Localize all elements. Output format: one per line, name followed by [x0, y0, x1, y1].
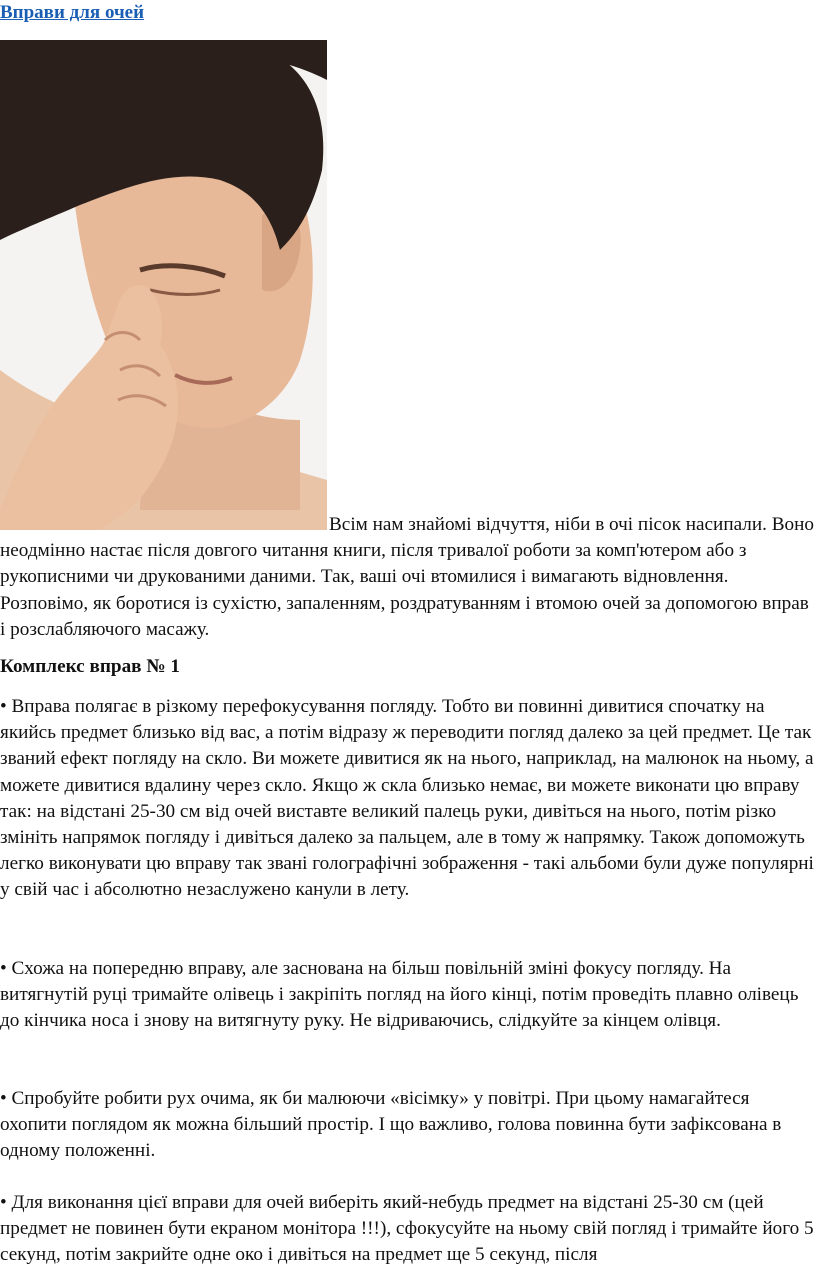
section-heading: Комплекс вправ № 1: [0, 656, 180, 677]
intro-text: Всім нам знайомі відчуття, ніби в очі пісок насипали. Воно неодмінно настає після довгого читання книги, після тривалої роботи за комп'ютером або з рукописними чи друкованими даними. Так, ваші очі втомилися і вимагають відновлення. Розповімо, як боротися із сухістю, запаленням, роздратуванням і втомою очей за допомогою вправ і розслабляючого масажу.: [0, 514, 814, 640]
man-rubbing-eyes-photo: [0, 40, 327, 530]
exercise-paragraph: • Спробуйте робити рух очима, як би малюючи «вісімку» у повітрі. При цьому намагайтеся охопити поглядом як можна більший простір. І що важливо, голова повинна бути зафіксована в одному положенні.: [0, 1088, 782, 1162]
exercise-paragraph: • Схожа на попередню вправу, але заснована на більш повільній зміні фокусу погляду. На витягнутій руці тримайте олівець і закріпіть погляд на його кінці, потім проведіть плавно олівець до кінчика носа і знову на витягнуту руку. Не відриваючись, слідкуйте за кінцем олівця.: [0, 958, 799, 1032]
exercise-paragraph: • Для виконання цієї вправи для очей виберіть який-небудь предмет на відстані 25-30 см (цей предмет не повинен бути екраном монітора !!!), сфокусуйте на ньому свій погляд і тримайте його 5 секунд, потім закрийте одне око і дивіться на предмет ще 5 секунд, після: [0, 1192, 814, 1266]
article-title-link[interactable]: Вправи для очей: [0, 2, 145, 23]
exercise-paragraph: • Вправа полягає в різкому перефокусування погляду. Тобто ви повинні дивитися спочатку на якийсь предмет близько від вас, а потім відразу ж переводити погляд далеко за цей предмет. Це так званий ефект погляду на скло. Ви можете дивитися як на нього, наприклад, на малюнок на ньому, а можете дивитися вдалину через скло. Якщо ж скла близько немає, ви можете виконати цю вправу так: на відстані 25-30 см від очей виставте великий палець руки, дивіться на нього, потім різко змініть напрямок погляду і дивіться далеко за пальцем, але в тому ж напрямку. Також допоможуть легко виконувати цю вправу так звані голографічні зображення - такі альбоми були дуже популярні у свій час і абсолютно незаслужено канули в лету.: [0, 696, 814, 901]
intro-paragraph: [0, 512, 816, 643]
